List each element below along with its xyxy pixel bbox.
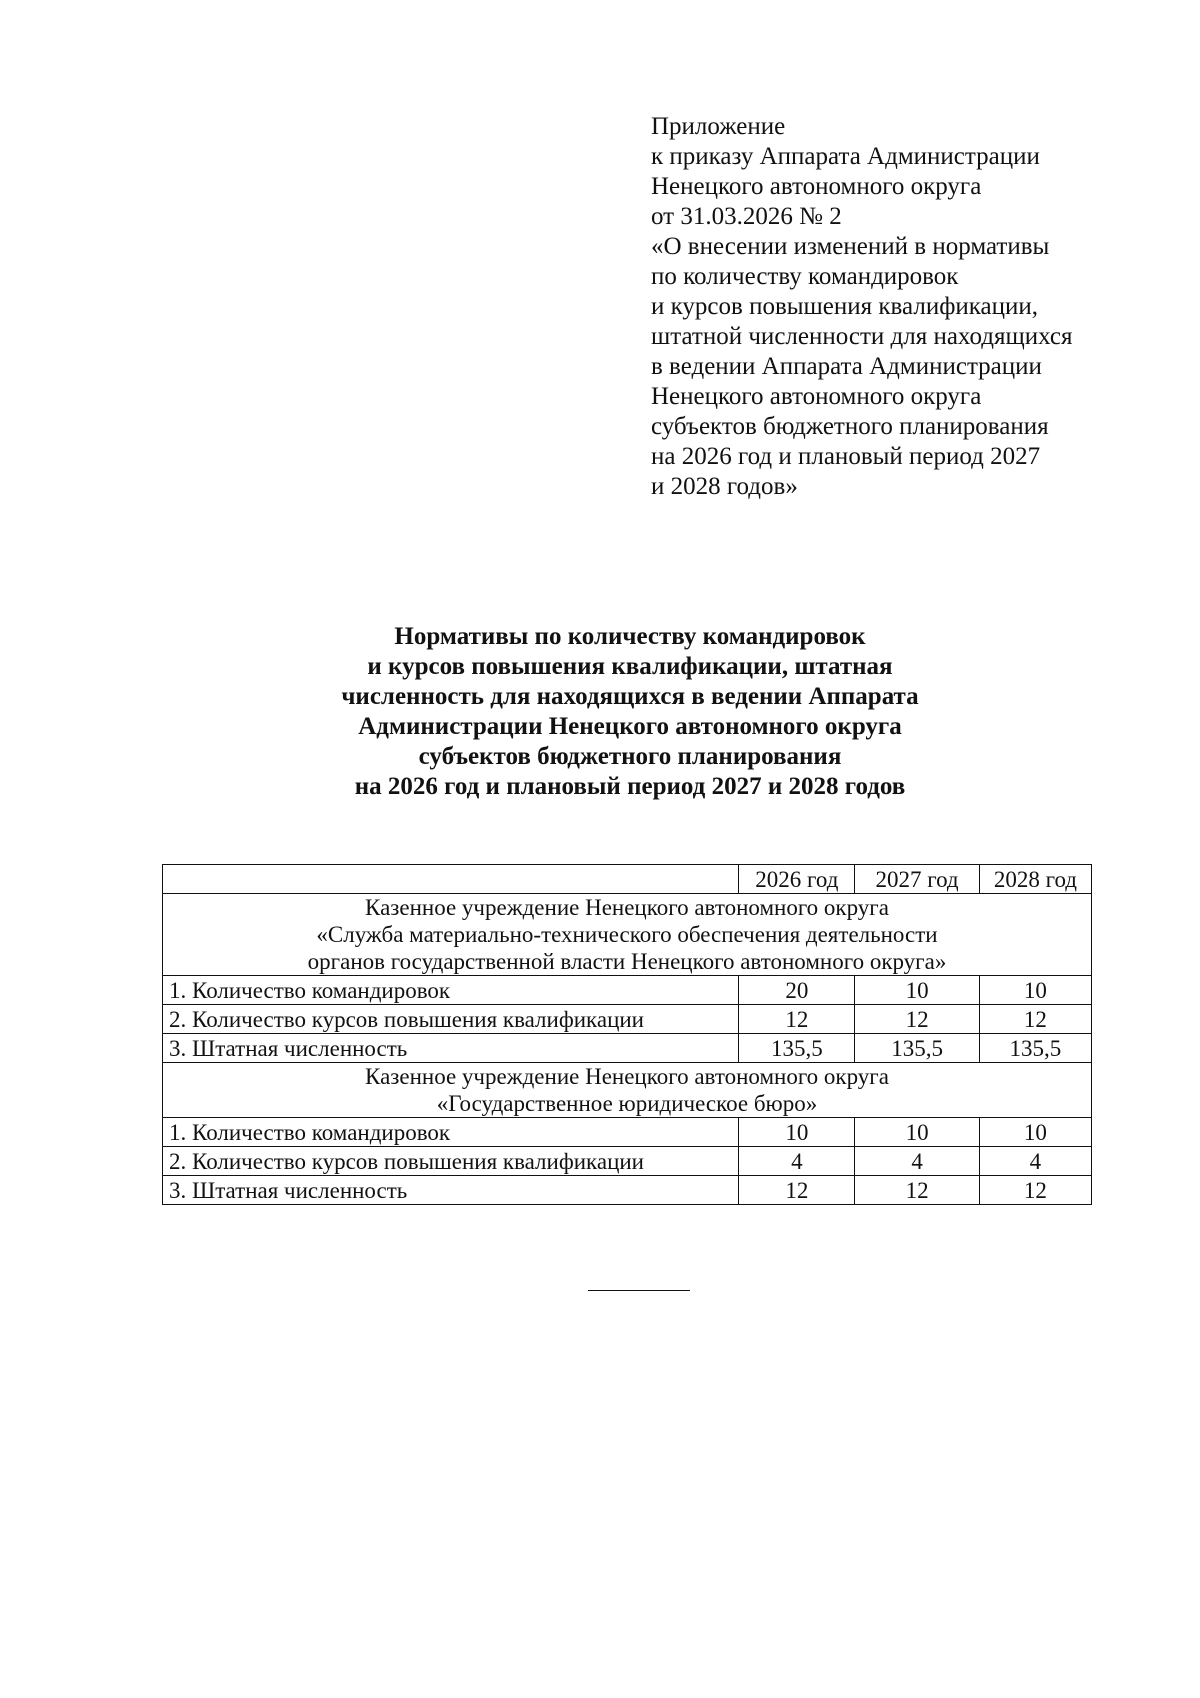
cell-2026: 12 <box>739 1176 855 1205</box>
table-row <box>163 1005 1092 1034</box>
cell-2027: 12 <box>855 1176 980 1205</box>
org-name-cell <box>163 894 1092 976</box>
cell-2028: 12 <box>979 1005 1091 1034</box>
cell-2028: 12 <box>979 1176 1091 1205</box>
org-name-line: «Служба материально-технического обеспечения деятельности <box>316 922 938 947</box>
appendix-line: Ненецкого автономного округа <box>651 173 982 200</box>
cell-2027: 4 <box>855 1147 980 1176</box>
table-header-row <box>163 865 1092 894</box>
cell-2026: 20 <box>739 976 855 1005</box>
header-year-2028: 2028 год <box>979 865 1091 894</box>
header-year-2026: 2026 год <box>739 865 855 894</box>
org-name-line: «Государственное юридическое бюро» <box>436 1091 818 1116</box>
end-divider <box>588 1290 690 1291</box>
cell-2028: 4 <box>979 1147 1091 1176</box>
appendix-line: Приложение <box>651 113 786 140</box>
appendix-line: к приказу Аппарата Администрации <box>651 143 1040 170</box>
org-name-line: органов государственной власти Ненецкого автономного округа» <box>307 949 947 974</box>
cell-2026: 10 <box>739 1118 855 1147</box>
header-year-2027: 2027 год <box>855 865 980 894</box>
cell-2026: 135,5 <box>739 1034 855 1063</box>
cell-2026: 12 <box>739 1005 855 1034</box>
appendix-line: штатной численности для находящихся <box>651 323 1073 350</box>
org-name-cell <box>163 1063 1092 1118</box>
cell-2027: 12 <box>855 1005 980 1034</box>
appendix-line: и 2028 годов» <box>651 473 798 500</box>
appendix-line: на 2026 год и плановый период 2027 <box>651 443 1041 470</box>
table-row <box>163 976 1092 1005</box>
appendix-line: Ненецкого автономного округа <box>651 383 982 410</box>
title-line: на 2026 год и плановый период 2027 и 2028 годов <box>354 773 906 800</box>
appendix-block <box>651 112 1111 502</box>
cell-2028: 135,5 <box>979 1034 1091 1063</box>
appendix-line: «О внесении изменений в нормативы <box>651 233 1050 260</box>
row-label: 1. Количество командировок <box>163 1118 739 1147</box>
appendix-line: в ведении Аппарата Администрации <box>651 353 1042 380</box>
cell-2027: 10 <box>855 976 980 1005</box>
table-row <box>163 1147 1092 1176</box>
document-title <box>240 622 1020 802</box>
table-row <box>163 1118 1092 1147</box>
row-label: 3. Штатная численность <box>163 1034 739 1063</box>
title-line: Нормативы по количеству командировок <box>394 623 866 650</box>
norms-table <box>162 864 1092 1205</box>
cell-2026: 4 <box>739 1147 855 1176</box>
org-row <box>163 1063 1092 1118</box>
row-label: 1. Количество командировок <box>163 976 739 1005</box>
row-label: 3. Штатная численность <box>163 1176 739 1205</box>
title-line: численность для находящихся в ведении Аппарата <box>341 683 919 710</box>
appendix-line: от 31.03.2026 № 2 <box>651 203 842 230</box>
table-row <box>163 1176 1092 1205</box>
cell-2027: 10 <box>855 1118 980 1147</box>
cell-2028: 10 <box>979 1118 1091 1147</box>
org-row <box>163 894 1092 976</box>
title-line: субъектов бюджетного планирования <box>418 743 842 770</box>
table-row <box>163 1034 1092 1063</box>
org-name-line: Казенное учреждение Ненецкого автономного округа <box>365 1064 889 1089</box>
appendix-line: субъектов бюджетного планирования <box>651 413 1049 440</box>
title-line: Администрации Ненецкого автономного округа <box>358 713 902 740</box>
row-label: 2. Количество курсов повышения квалификации <box>163 1147 739 1176</box>
row-label: 2. Количество курсов повышения квалификации <box>163 1005 739 1034</box>
org-name-line: Казенное учреждение Ненецкого автономного округа <box>365 895 889 920</box>
cell-2027: 135,5 <box>855 1034 980 1063</box>
appendix-line: по количеству командировок <box>651 263 959 290</box>
appendix-line: и курсов повышения квалификации, <box>651 293 1039 320</box>
header-empty-cell <box>163 865 739 894</box>
cell-2028: 10 <box>979 976 1091 1005</box>
title-line: и курсов повышения квалификации, штатная <box>367 653 893 680</box>
